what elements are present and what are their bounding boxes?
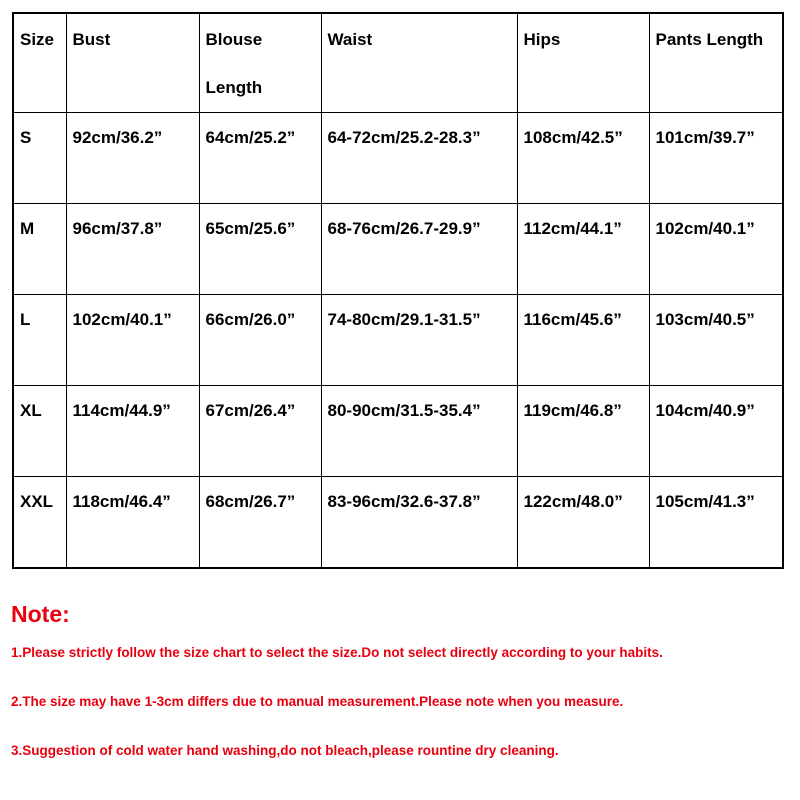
note-line-2: 2.The size may have 1-3cm differs due to manual measurement.Please note when you measure. <box>11 694 624 709</box>
table-row <box>13 386 783 477</box>
table-row <box>13 477 783 568</box>
table-row <box>13 295 783 386</box>
cell-pants-length: 103cm/40.5” <box>649 295 783 386</box>
header-blouse-length <box>199 13 321 113</box>
table-header-row <box>13 13 783 113</box>
cell-blouse-length: 66cm/26.0” <box>199 295 321 386</box>
cell-size: XL <box>13 386 66 477</box>
cell-bust: 118cm/46.4” <box>66 477 199 568</box>
table-row <box>13 113 783 204</box>
cell-waist: 64-72cm/25.2-28.3” <box>321 113 517 204</box>
cell-pants-length: 102cm/40.1” <box>649 204 783 295</box>
cell-pants-length: 101cm/39.7” <box>649 113 783 204</box>
cell-waist: 68-76cm/26.7-29.9” <box>321 204 517 295</box>
header-hips: Hips <box>517 13 649 113</box>
header-waist: Waist <box>321 13 517 113</box>
header-bust: Bust <box>66 13 199 113</box>
header-blouse-length-line1: Blouse <box>205 30 263 49</box>
cell-bust: 96cm/37.8” <box>66 204 199 295</box>
note-line-3: 3.Suggestion of cold water hand washing,do not bleach,please rountine dry cleaning. <box>11 743 559 758</box>
cell-bust: 102cm/40.1” <box>66 295 199 386</box>
cell-blouse-length: 68cm/26.7” <box>199 477 321 568</box>
cell-bust: 92cm/36.2” <box>66 113 199 204</box>
cell-hips: 116cm/45.6” <box>517 295 649 386</box>
cell-size: M <box>13 204 66 295</box>
cell-size: XXL <box>13 477 66 568</box>
cell-waist: 80-90cm/31.5-35.4” <box>321 386 517 477</box>
note-title: Note: <box>11 601 70 627</box>
cell-blouse-length: 65cm/25.6” <box>199 204 321 295</box>
cell-hips: 119cm/46.8” <box>517 386 649 477</box>
cell-waist: 83-96cm/32.6-37.8” <box>321 477 517 568</box>
cell-size: S <box>13 113 66 204</box>
note-line-1: 1.Please strictly follow the size chart to select the size.Do not select directly according to your habits. <box>11 645 663 660</box>
cell-blouse-length: 67cm/26.4” <box>199 386 321 477</box>
table-row <box>13 204 783 295</box>
header-blouse-length-line2: Length <box>205 78 263 97</box>
cell-hips: 122cm/48.0” <box>517 477 649 568</box>
cell-blouse-length: 64cm/25.2” <box>199 113 321 204</box>
cell-hips: 112cm/44.1” <box>517 204 649 295</box>
cell-hips: 108cm/42.5” <box>517 113 649 204</box>
cell-pants-length: 105cm/41.3” <box>649 477 783 568</box>
cell-pants-length: 104cm/40.9” <box>649 386 783 477</box>
header-pants-length: Pants Length <box>649 13 783 113</box>
cell-bust: 114cm/44.9” <box>66 386 199 477</box>
cell-size: L <box>13 295 66 386</box>
header-size: Size <box>13 13 66 113</box>
size-chart-table <box>12 12 784 569</box>
cell-waist: 74-80cm/29.1-31.5” <box>321 295 517 386</box>
